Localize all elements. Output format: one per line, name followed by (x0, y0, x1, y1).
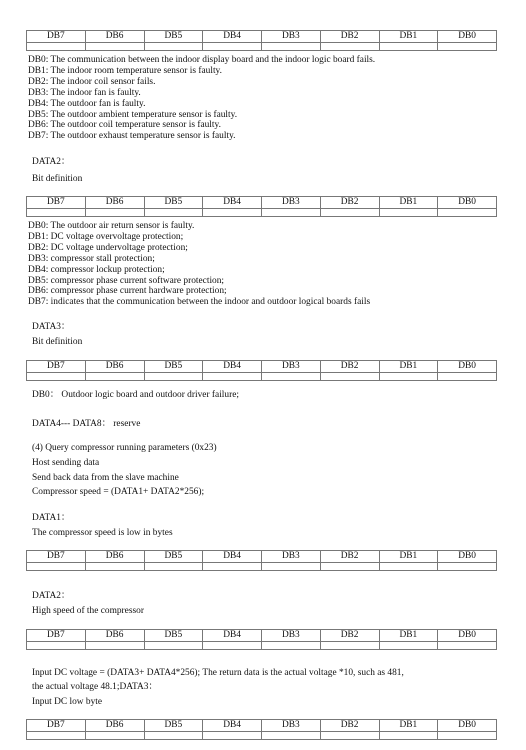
bit-cell: DB3 (262, 720, 321, 732)
voltage-formula-line1: Input DC voltage = (DATA3+ DATA4*256); The return data is the actual voltage *10, such as 481, (32, 668, 404, 678)
fault-list-1 (28, 55, 508, 142)
db0-outdoor-text: DB0： Outdoor logic board and outdoor driver failure; (32, 390, 239, 400)
bit-cell: DB1 (379, 630, 438, 642)
bit-cell: DB2 (320, 551, 379, 563)
list-item: DB1: The indoor room temperature sensor is faulty. (28, 65, 222, 76)
bit-cell: DB5 (144, 630, 203, 642)
bit-cell: DB0 (438, 361, 497, 373)
bit-cell: DB7 (27, 31, 86, 43)
bit-cell: DB2 (320, 630, 379, 642)
bit-cell: DB1 (379, 197, 438, 209)
speed-low-text: The compressor speed is low in bytes (32, 528, 173, 538)
voltage-formula-line2: the actual voltage 48.1;DATA3： (32, 682, 158, 692)
list-item: DB0: The communication between the indoor display board and the indoor logic board fails. (28, 55, 376, 65)
bit-cell: DB3 (262, 361, 321, 373)
bit-header-row (27, 551, 497, 563)
bit-cell: DB4 (203, 630, 262, 642)
bit-header-row (27, 197, 497, 209)
list-item: DB7: indicates that the communication between the indoor and outdoor logical boards fails (28, 297, 371, 308)
list-item: DB2: DC voltage undervoltage protection; (28, 242, 188, 253)
bit-value-row (27, 732, 497, 740)
bit-cell: DB6 (85, 361, 144, 373)
list-item: DB5: compressor phase current software protection; (28, 275, 225, 286)
bit-value-row (27, 209, 497, 217)
speed-formula: Compressor speed = (DATA1+ DATA2*256); (32, 487, 205, 497)
list-item: DB6: The outdoor coil temperature sensor is faulty. (28, 120, 221, 131)
fault-list-2 (28, 221, 508, 308)
bit-cell: DB6 (85, 720, 144, 732)
bit-cell: DB5 (144, 551, 203, 563)
bit-cell: DB2 (320, 197, 379, 209)
data1-heading: DATA1： (32, 513, 71, 523)
bit-header-row (27, 720, 497, 732)
bit-cell: DB5 (144, 31, 203, 43)
bit-header-row (27, 630, 497, 642)
bit-value-row (27, 642, 497, 650)
bit-cell: DB3 (262, 31, 321, 43)
bit-cell: DB6 (85, 630, 144, 642)
list-item: DB3: The indoor fan is faulty. (28, 87, 141, 98)
bit-table-1 (26, 30, 497, 51)
bit-cell: DB4 (203, 197, 262, 209)
bit-value-row (27, 373, 497, 381)
bit-cell: DB3 (262, 630, 321, 642)
bit-table-2 (26, 196, 497, 217)
bit-cell: DB7 (27, 197, 86, 209)
data2-heading: DATA2： (32, 157, 71, 167)
bit-table-3 (26, 360, 497, 381)
bit-cell: DB4 (203, 720, 262, 732)
data2-heading: DATA2： (32, 591, 71, 601)
bit-cell: DB7 (27, 630, 86, 642)
list-item: DB1: DC voltage overvoltage protection; (28, 231, 184, 242)
bit-definition-label: Bit definition (32, 174, 83, 184)
bit-header-row (27, 31, 497, 43)
bit-cell: DB3 (262, 551, 321, 563)
bit-cell: DB1 (379, 361, 438, 373)
bit-cell: DB0 (438, 31, 497, 43)
bit-cell: DB6 (85, 197, 144, 209)
list-item: DB4: compressor lockup protection; (28, 264, 165, 275)
list-item: DB4: The outdoor fan is faulty. (28, 98, 146, 109)
bit-cell: DB2 (320, 31, 379, 43)
bit-cell: DB0 (438, 197, 497, 209)
list-item: DB3: compressor stall protection; (28, 253, 155, 264)
voltage-low-text: Input DC low byte (32, 697, 103, 707)
bit-cell: DB7 (27, 720, 86, 732)
bit-cell: DB4 (203, 551, 262, 563)
bit-cell: DB0 (438, 630, 497, 642)
bit-cell: DB5 (144, 361, 203, 373)
bit-cell: DB3 (262, 197, 321, 209)
data3-heading: DATA3： (32, 322, 71, 332)
bit-cell: DB4 (203, 31, 262, 43)
bit-header-row (27, 361, 497, 373)
reserve-text: DATA4--- DATA8： reserve (32, 419, 141, 429)
send-back-text: Send back data from the slave machine (32, 473, 179, 483)
host-sending-text: Host sending data (32, 458, 100, 468)
list-item: DB6: compressor phase current hardware protection; (28, 286, 227, 297)
bit-cell: DB5 (144, 197, 203, 209)
bit-cell: DB7 (27, 361, 86, 373)
bit-cell: DB0 (438, 720, 497, 732)
bit-cell: DB6 (85, 551, 144, 563)
bit-cell: DB1 (379, 31, 438, 43)
bit-value-row (27, 563, 497, 571)
bit-value-row (27, 43, 497, 51)
list-item: DB7: The outdoor exhaust temperature sensor is faulty. (28, 131, 236, 142)
bit-cell: DB4 (203, 361, 262, 373)
bit-table-5 (26, 629, 497, 650)
bit-cell: DB0 (438, 551, 497, 563)
bit-cell: DB2 (320, 720, 379, 732)
bit-cell: DB1 (379, 720, 438, 732)
list-item: DB2: The indoor coil sensor fails. (28, 76, 156, 87)
list-item: DB0: The outdoor air return sensor is faulty. (28, 221, 195, 231)
bit-table-4 (26, 550, 497, 571)
speed-high-text: High speed of the compressor (32, 606, 144, 616)
bit-cell: DB1 (379, 551, 438, 563)
bit-cell: DB5 (144, 720, 203, 732)
bit-cell: DB7 (27, 551, 86, 563)
list-item: DB5: The outdoor ambient temperature sensor is faulty. (28, 109, 238, 120)
bit-cell: DB6 (85, 31, 144, 43)
bit-cell: DB2 (320, 361, 379, 373)
bit-definition-label: Bit definition (32, 337, 83, 347)
query-title: (4) Query compressor running parameters (0x23) (32, 443, 217, 453)
bit-table-6 (26, 719, 497, 740)
